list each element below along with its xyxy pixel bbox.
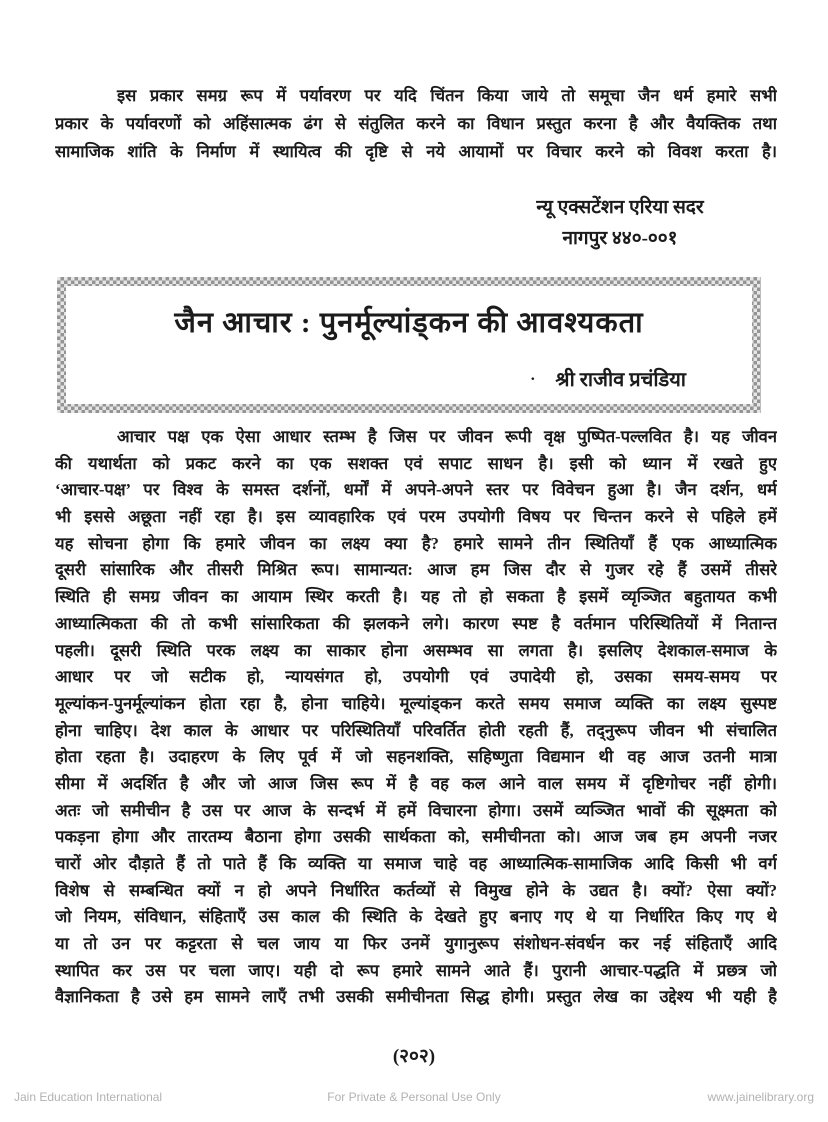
intro-line: सामाजिक शांति के निर्माण में स्थायित्व की दृष्टि से नये आयामों पर विचार करने को विवश करता है। (55, 142, 777, 161)
address-line: न्यू एक्सटेंशन एरिया सदर (536, 197, 704, 218)
intro-line: प्रकार के पर्यावरणों को अहिंसात्मक ढंग से संतुलित करने का विधान प्रस्तुत करना है और वैयक्तिक तथा (55, 114, 777, 133)
address-line: नागपुर ४४०-००१ (562, 228, 678, 249)
intro-line: इस प्रकार समग्र रूप में पर्यावरण पर यदि चिंतन किया जाये तो समूचा जैन धर्म हमारे सभी (117, 86, 777, 105)
body-line: मूल्यांकन-पुनर्मूल्यांकन होता रहा है, होना चाहिये। मूल्यांड्कन करते समय समाज व्यक्ति का लक्ष्य सुस्पष्ट (55, 693, 777, 713)
footer-publisher: Jain Education International (14, 1090, 163, 1104)
article-title-box (57, 277, 761, 413)
body-line: ‘आचार-पक्ष’ पर विश्व के समस्त दर्शनों, धर्मों में अपने-अपने स्तर पर विवेचन हुआ है। जैन दर्शन, धर्म (55, 480, 777, 500)
page-number: (२०२) (392, 1046, 436, 1067)
body-line: स्थापित कर उस पर चला जाए। यही दो रूप हमारे सामने आते हैं। पुरानी आचार-पद्धति में प्रछत्र जो (55, 960, 777, 980)
author-address-block (498, 192, 742, 254)
author-name: श्री राजीव प्रचंडिया (555, 369, 686, 391)
body-line: सीमा में अदर्शित है और जो आज जिस रूप में है वह कल आने वाल समय में दृष्टिगोचर नहीं होगी। (55, 773, 777, 793)
article-title: जैन आचार : पुनर्मूल्यांड्कन की आवश्यकता (174, 307, 644, 339)
body-line: चारों ओर दौड़ाते हैं तो पाते हैं कि व्यक्ति या समाज चाहे वह आध्यात्मिक-सामाजिक आदि किसी भी वर्ग (55, 854, 777, 873)
body-line: होना चाहिए। देश काल के आधार पर परिस्थितियाँ परिवर्तित होती रहती हैं, तद्नुरूप जीवन भी संचालित (55, 720, 777, 740)
footer-usage-note: For Private & Personal Use Only (327, 1090, 501, 1104)
body-line: भी इससे अछूता नहीं रहा है। इस व्यावहारिक एवं परम उपयोगी विषय पर चिन्तन करने से पहिले हमें (55, 507, 777, 527)
author-bullet-icon: · (530, 371, 536, 388)
body-line: जो नियम, संविधान, संहिताएँ उस काल की स्थिति के देखते हुए बनाए गए थे या निर्धारित किए गए थे (55, 907, 777, 927)
body-line: अतः जो समीचीन है उस पर आज के सन्दर्भ में हमें विचारना होगा। उसमें व्यञ्जित भावों की सूक्ष्मता को (55, 800, 777, 820)
body-line: स्थिति ही समग्र जीवन का आयाम स्थिर करती है। यह तो हो सकता है इसमें व्यृञ्जित बहुतायत कभी (55, 587, 777, 607)
body-line: आचार पक्ष एक ऐसा आधार स्तम्भ है जिस पर जीवन रूपी वृक्ष पुष्पित-पल्लवित है। यह जीवन (117, 427, 777, 446)
body-line: वैज्ञानिकता है उसे हम सामने लाएँ तभी उसकी समीचीनता सिद्ध होगी। प्रस्तुत लेख का उद्देश्य भी यही है (55, 987, 777, 1007)
body-line: यह सोचना होगा कि हमारे जीवन का लक्ष्य क्या है? हमारे सामने तीन स्थितियाँ हैं एक आध्यात्मिक (55, 533, 777, 553)
body-line: पहली। दूसरी स्थिति परक लक्ष्य का साकार होना असम्भव सा लगता है। इसलिए देशकाल-समाज के (55, 640, 777, 660)
body-line: आधार पर जो सटीक हो, न्यायसंगत हो, उपयोगी एवं उपादेयी हो, उसका समय-समय पर (55, 667, 777, 687)
body-paragraph (55, 424, 777, 1011)
footer (14, 1090, 814, 1106)
body-line: होता रहता है। उदाहरण के लिए पूर्व में जो सहनशक्ति, सहिष्णुता विद्यमान थी वह आज उतनी मात्रा (55, 747, 777, 767)
intro-paragraph (55, 82, 777, 166)
body-line: की यथार्थता को प्रकट करने का एक सशक्त एवं सपाट साधन है। इसी को ध्यान में रखते हुए (55, 453, 777, 473)
body-line: आध्यात्मिकता की तो कभी सांसारिकता की झलकने लगे। कारण स्पष्ट है वर्तमान परिस्थितियों में नितान्त (55, 613, 777, 633)
footer-website: www.jainelibrary.org (707, 1090, 814, 1104)
body-line: विशेष से सम्बन्धित क्यों न हो अपने निर्धारित कर्तव्यों से विमुख होने के उद्यत है। क्यों? ऐसा क्यों? (55, 880, 777, 900)
article-title-box-inner (66, 286, 752, 404)
body-line: दूसरी सांसारिक और तीसरी मिश्रित रूप। सामान्यत: आज हम जिस दौर से गुजर रहे हैं उसमें तीसरे (55, 560, 777, 580)
article-author (530, 365, 686, 392)
body-line: या तो उन पर कट्टरता से चल जाय या फिर उनमें युगानुरूप संशोधन-संवर्धन कर नई संहिताएँ आदि (55, 934, 777, 954)
body-line: पकड़ना होगा और तारतम्य बैठाना होगा उसकी सार्थकता को, समीचीनता को। आज जब हम अपनी नजर (55, 827, 777, 847)
